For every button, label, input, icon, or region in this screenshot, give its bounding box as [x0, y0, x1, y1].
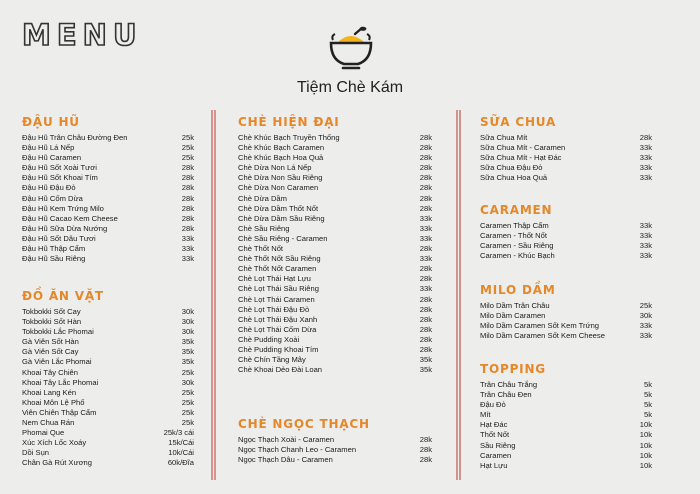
menu-item-price: 33k	[419, 284, 432, 294]
menu-item-price: 28k	[419, 173, 432, 183]
menu-item-name: Chè Lọt Thái Caramen	[238, 294, 315, 304]
menu-item-name: Ngọc Thạch Dâu - Caramen	[238, 455, 333, 465]
menu-item	[238, 194, 432, 204]
menu-item-name: Thốt Nốt	[480, 430, 510, 440]
menu-item	[238, 204, 432, 214]
menu-item-name: Chè Pudding Xoài	[238, 334, 300, 344]
menu-item	[22, 214, 194, 224]
menu-item	[22, 183, 194, 193]
menu-item-name: Đậu Hũ Trân Châu Đường Đen	[22, 133, 128, 142]
section-che-hien-dai	[238, 115, 432, 375]
menu-item-name: Nem Chua Rán	[22, 418, 75, 428]
menu-item-name: Khoai Tây Chiên	[22, 367, 79, 377]
menu-item-name: Chè Dừa Non Lá Nếp	[238, 163, 312, 173]
menu-item-price: 30k	[181, 317, 194, 327]
menu-item-name: Đậu Hũ Thập Cẩm	[22, 244, 86, 254]
menu-item-price: 10k	[639, 440, 652, 450]
menu-item-name: Chè Khúc Bạch Hoa Quả	[238, 153, 324, 163]
menu-item-price: 10k	[639, 430, 652, 440]
menu-title: MENU	[22, 18, 143, 52]
menu-item-price: 25k	[181, 133, 194, 142]
menu-item-name: Đậu Hũ Kem Trứng Milo	[22, 203, 104, 213]
menu-item-name: Khoai Lang Kén	[22, 387, 77, 397]
menu-item	[238, 455, 432, 465]
menu-item	[238, 365, 432, 375]
menu-item-name: Caramen Thập Cẩm	[480, 221, 549, 230]
menu-item-price: 28k	[181, 193, 194, 203]
menu-item	[22, 347, 194, 357]
section-che-ngoc-thach	[238, 417, 432, 465]
menu-item-price: 35k	[181, 357, 194, 367]
section-title: MILO DẦM	[480, 283, 556, 297]
menu-item	[22, 327, 194, 337]
menu-item-price: 33k	[181, 244, 194, 254]
menu-item	[22, 244, 194, 254]
menu-item-price: 5k	[643, 400, 652, 410]
menu-item	[480, 163, 652, 173]
menu-item	[22, 438, 194, 448]
menu-item-price: 28k	[181, 183, 194, 193]
menu-item-name: Đậu Hũ Sốt Dâu Tươi	[22, 233, 96, 243]
menu-item	[480, 410, 652, 420]
section-milo-dam	[480, 283, 652, 341]
menu-item-price: 28k	[181, 163, 194, 173]
menu-item-price: 33k	[639, 331, 652, 341]
menu-item	[480, 461, 652, 471]
menu-item-price: 33k	[639, 251, 652, 261]
menu-item	[480, 241, 652, 251]
menu-item-price: 28k	[419, 143, 432, 153]
menu-item-name: Sữa Chua Hoa Quả	[480, 173, 548, 183]
menu-item-name: Phomai Que	[22, 428, 65, 438]
menu-item-price: 33k	[419, 233, 432, 243]
menu-item	[238, 244, 432, 254]
menu-item-price: 33k	[639, 143, 652, 153]
menu-item-price: 35k	[181, 347, 194, 357]
menu-item	[22, 448, 194, 458]
menu-item-price: 28k	[419, 435, 432, 444]
menu-item-name: Đậu Hũ Cốm Dừa	[22, 193, 83, 203]
menu-item-price: 25k	[181, 418, 194, 428]
menu-item-name: Chè Dừa Non Caramen	[238, 183, 319, 193]
menu-item-name: Khoai Tây Lắc Phomai	[22, 377, 99, 387]
menu-item-price: 28k	[419, 133, 432, 142]
menu-item-price: 33k	[639, 241, 652, 251]
menu-item	[22, 224, 194, 234]
menu-item-name: Chè Lọt Thái Cốm Dừa	[238, 324, 317, 334]
menu-item	[22, 254, 194, 264]
menu-item	[480, 311, 652, 321]
menu-item-name: Tokbokki Sốt Hàn	[22, 317, 82, 327]
menu-item	[480, 390, 652, 400]
section-title: ĐỒ ĂN VẶT	[22, 289, 104, 303]
menu-item	[22, 173, 194, 183]
menu-item	[238, 234, 432, 244]
menu-item-price: 33k	[639, 231, 652, 241]
section-title: CHÈ NGỌC THẠCH	[238, 417, 370, 431]
menu-item	[238, 345, 432, 355]
menu-item	[22, 388, 194, 398]
menu-item-name: Đậu Hũ Sốt Xoài Tươi	[22, 163, 97, 173]
menu-item	[22, 428, 194, 438]
menu-item-price: 33k	[639, 221, 652, 230]
menu-item-price: 10k	[639, 460, 652, 470]
menu-item	[22, 234, 194, 244]
section-title: CARAMEN	[480, 203, 553, 217]
menu-item	[238, 305, 432, 315]
menu-item	[238, 445, 432, 455]
menu-item-name: Tokbokki Sốt Cay	[22, 307, 81, 316]
menu-item	[22, 337, 194, 347]
menu-item	[22, 357, 194, 367]
section-title: ĐẬU HŨ	[22, 115, 80, 129]
menu-item	[238, 274, 432, 284]
menu-item-price: 33k	[639, 321, 652, 331]
menu-item-name: Chè Dừa Dầm	[238, 193, 287, 203]
menu-item-name: Caramen - Sầu Riêng	[480, 241, 554, 251]
menu-item	[480, 441, 652, 451]
menu-item-name: Sữa Chua Đậu Đỏ	[480, 163, 543, 173]
menu-item-price: 28k	[419, 264, 432, 274]
menu-item	[238, 254, 432, 264]
menu-item-name: Sữa Chua Mít	[480, 133, 528, 142]
menu-item-name: Chè Lọt Thái Sầu Riêng	[238, 284, 319, 294]
menu-item-price: 5k	[643, 390, 652, 400]
menu-item-name: Milo Dầm Trân Châu	[480, 301, 550, 310]
menu-item-name: Chè Pudding Khoai Tím	[238, 344, 319, 354]
menu-item-name: Chè Thốt Nốt Sầu Riêng	[238, 254, 321, 264]
menu-item-name: Caramen - Khúc Bạch	[480, 251, 555, 261]
menu-item	[238, 153, 432, 163]
menu-item	[480, 451, 652, 461]
menu-item-price: 35k	[181, 337, 194, 347]
menu-item-price: 10k	[639, 450, 652, 460]
menu-item-price: 28k	[181, 173, 194, 183]
menu-item-price: 28k	[419, 455, 432, 465]
menu-item-price: 33k	[419, 213, 432, 223]
menu-item-price: 28k	[419, 304, 432, 314]
section-title: TOPPING	[480, 362, 546, 376]
menu-item	[22, 133, 194, 143]
menu-item-price: 5k	[643, 410, 652, 420]
menu-item	[22, 368, 194, 378]
menu-item	[238, 355, 432, 365]
menu-item-price: 25k	[181, 143, 194, 153]
menu-item-name: Gà Viên Sốt Cay	[22, 347, 79, 357]
menu-item-name: Đậu Hũ Sốt Khoai Tím	[22, 173, 98, 183]
section-do-an-vat	[22, 289, 194, 469]
menu-item	[238, 133, 432, 143]
column-divider	[454, 110, 464, 480]
menu-item-price: 25k	[181, 387, 194, 397]
menu-item	[480, 331, 652, 341]
menu-item-price: 33k	[181, 233, 194, 243]
menu-item	[238, 284, 432, 294]
menu-item-price: 33k	[419, 254, 432, 264]
menu-item	[22, 378, 194, 388]
menu-item-name: Đậu Hũ Lá Nếp	[22, 143, 75, 153]
menu-item-price: 35k	[419, 355, 432, 365]
menu-item	[22, 143, 194, 153]
menu-item-price: 30k	[181, 327, 194, 337]
menu-item-price: 25k	[181, 153, 194, 163]
menu-item-name: Milo Dầm Caramen	[480, 311, 546, 321]
menu-item-price: 28k	[419, 183, 432, 193]
menu-item	[22, 398, 194, 408]
menu-item-price: 28k	[419, 445, 432, 455]
menu-item	[480, 251, 652, 261]
menu-item-name: Chè Lọt Thái Đậu Đỏ	[238, 304, 310, 314]
menu-item-name: Caramen - Thốt Nốt	[480, 231, 547, 241]
menu-item-name: Đậu Hũ Cacao Kem Cheese	[22, 213, 118, 223]
menu-item-name: Ngọc Thạch Xoài - Caramen	[238, 435, 335, 444]
menu-item-price: 33k	[639, 153, 652, 163]
menu-item-price: 25k	[639, 301, 652, 310]
menu-item-price: 15k/Cái	[168, 438, 194, 448]
menu-item-price: 28k	[181, 213, 194, 223]
menu-item-name: Chè Thốt Nốt	[238, 244, 284, 254]
menu-item-price: 10k/Cái	[168, 448, 194, 458]
menu-item-price: 28k	[419, 324, 432, 334]
section-title: SỮA CHUA	[480, 115, 557, 129]
menu-item-name: Chè Khúc Bạch Caramen	[238, 143, 325, 153]
menu-item-price: 33k	[419, 223, 432, 233]
menu-item	[480, 380, 652, 390]
menu-item-price: 33k	[639, 173, 652, 183]
menu-item-name: Ngọc Thạch Chanh Leo - Caramen	[238, 445, 357, 455]
shop-name: Tiệm Chè Kám	[296, 79, 404, 96]
menu-item-name: Milo Dầm Caramen Sốt Kem Cheese	[480, 331, 605, 341]
menu-item-price: 28k	[419, 274, 432, 284]
menu-item-name: Đậu Đỏ	[480, 400, 506, 410]
menu-item-price: 33k	[639, 163, 652, 173]
menu-item-name: Chè Dừa Non Sầu Riêng	[238, 173, 323, 183]
menu-item-name: Trân Châu Trắng	[480, 380, 538, 389]
menu-item-name: Mít	[480, 410, 491, 420]
menu-item	[22, 194, 194, 204]
menu-item-name: Hạt Lựu	[480, 460, 508, 470]
menu-item-name: Gà Viên Sốt Hàn	[22, 337, 79, 347]
menu-item-name: Chè Khúc Bạch Truyền Thống	[238, 133, 340, 142]
menu-item	[480, 153, 652, 163]
section-sua-chua	[480, 115, 652, 183]
menu-item-name: Xúc Xích Lốc Xoáy	[22, 438, 87, 448]
menu-item-price: 28k	[181, 203, 194, 213]
menu-item	[238, 295, 432, 305]
menu-item	[22, 153, 194, 163]
column-divider	[209, 110, 219, 480]
menu-item-name: Chè Lọt Thái Hạt Lựu	[238, 274, 311, 284]
menu-item	[480, 173, 652, 183]
menu-item-price: 30k	[181, 377, 194, 387]
menu-item-price: 30k	[639, 311, 652, 321]
menu-item-name: Đậu Hũ Đậu Đỏ	[22, 183, 76, 193]
menu-item-name: Milo Dầm Caramen Sốt Kem Trứng	[480, 321, 600, 331]
menu-item-price: 25k	[181, 407, 194, 417]
menu-item	[480, 231, 652, 241]
menu-item	[480, 430, 652, 440]
menu-item-price: 25k/3 cái	[163, 428, 194, 438]
menu-item-name: Trân Châu Đen	[480, 390, 532, 400]
menu-item	[238, 264, 432, 274]
menu-item-price: 28k	[419, 203, 432, 213]
menu-item	[480, 400, 652, 410]
menu-item-name: Sữa Chua Mít - Hạt Đác	[480, 153, 562, 163]
menu-item-name: Tokbokki Lắc Phomai	[22, 327, 94, 337]
menu-item	[22, 204, 194, 214]
menu-item	[480, 133, 652, 143]
menu-item	[238, 435, 432, 445]
menu-item-price: 60k/Đĩa	[167, 458, 194, 468]
menu-item	[22, 458, 194, 468]
menu-item-price: 28k	[419, 153, 432, 163]
menu-item	[480, 301, 652, 311]
menu-item-name: Chè Sầu Riêng	[238, 223, 290, 233]
menu-item	[238, 214, 432, 224]
menu-item-price: 30k	[181, 307, 194, 316]
menu-item	[22, 317, 194, 327]
menu-item-price: 28k	[419, 344, 432, 354]
menu-item	[238, 224, 432, 234]
menu-item	[238, 315, 432, 325]
menu-item-name: Đậu Hũ Sữa Dừa Nướng	[22, 223, 108, 233]
menu-item	[22, 418, 194, 428]
menu-item	[480, 143, 652, 153]
menu-item-name: Chè Chín Tầng Mây	[238, 355, 306, 365]
menu-item-name: Gà Viên Lắc Phomai	[22, 357, 92, 367]
menu-item-price: 28k	[639, 133, 652, 142]
section-title: CHÈ HIỆN ĐẠI	[238, 115, 340, 129]
menu-item	[22, 307, 194, 317]
menu-item-price: 33k	[181, 254, 194, 264]
menu-item-price: 35k	[419, 365, 432, 375]
menu-item	[480, 420, 652, 430]
menu-item-price: 25k	[181, 367, 194, 377]
menu-item-name: Chè Thốt Nốt Caramen	[238, 264, 317, 274]
menu-item-price: 10k	[639, 420, 652, 430]
menu-item-name: Chè Dừa Dầm Thốt Nốt	[238, 203, 319, 213]
dessert-bowl-logo-icon	[325, 26, 377, 74]
menu-item-price: 28k	[419, 193, 432, 203]
menu-item	[480, 221, 652, 231]
menu-item	[238, 325, 432, 335]
menu-item	[238, 335, 432, 345]
menu-item-name: Đậu Hũ Caramen	[22, 153, 82, 163]
menu-item	[22, 163, 194, 173]
menu-item-name: Sữa Chua Mít - Caramen	[480, 143, 566, 153]
menu-item-price: 28k	[419, 244, 432, 254]
menu-item	[238, 163, 432, 173]
menu-item-name: Khoai Môn Lệ Phố	[22, 397, 85, 407]
menu-item-name: Hạt Đác	[480, 420, 508, 430]
menu-item-name: Chè Lọt Thái Đậu Xanh	[238, 314, 318, 324]
menu-item-name: Chè Sầu Riêng - Caramen	[238, 233, 328, 243]
menu-item	[238, 173, 432, 183]
menu-item-price: 28k	[419, 163, 432, 173]
menu-item-price: 28k	[419, 334, 432, 344]
menu-item	[238, 183, 432, 193]
menu-item-price: 25k	[181, 397, 194, 407]
menu-item-price: 28k	[419, 314, 432, 324]
menu-item	[22, 408, 194, 418]
menu-item-price: 28k	[419, 294, 432, 304]
menu-item-price: 28k	[181, 223, 194, 233]
menu-item	[480, 321, 652, 331]
menu-item	[238, 143, 432, 153]
section-caramen	[480, 203, 652, 261]
section-topping	[480, 362, 652, 471]
menu-item-name: Caramen	[480, 450, 512, 460]
menu-item-name: Đậu Hũ Sầu Riêng	[22, 254, 86, 264]
menu-item-name: Chè Khoai Dẻo Đài Loan	[238, 365, 323, 375]
menu-item-name: Dồi Sụn	[22, 448, 50, 458]
menu-item-name: Chè Dừa Dầm Sầu Riêng	[238, 213, 325, 223]
menu-item-name: Chân Gà Rút Xương	[22, 458, 93, 468]
section-dau-hu	[22, 115, 194, 264]
menu-item-name: Sầu Riêng	[480, 440, 516, 450]
menu-item-name: Viên Chiên Thập Cẩm	[22, 407, 97, 417]
menu-item-price: 5k	[643, 380, 652, 389]
